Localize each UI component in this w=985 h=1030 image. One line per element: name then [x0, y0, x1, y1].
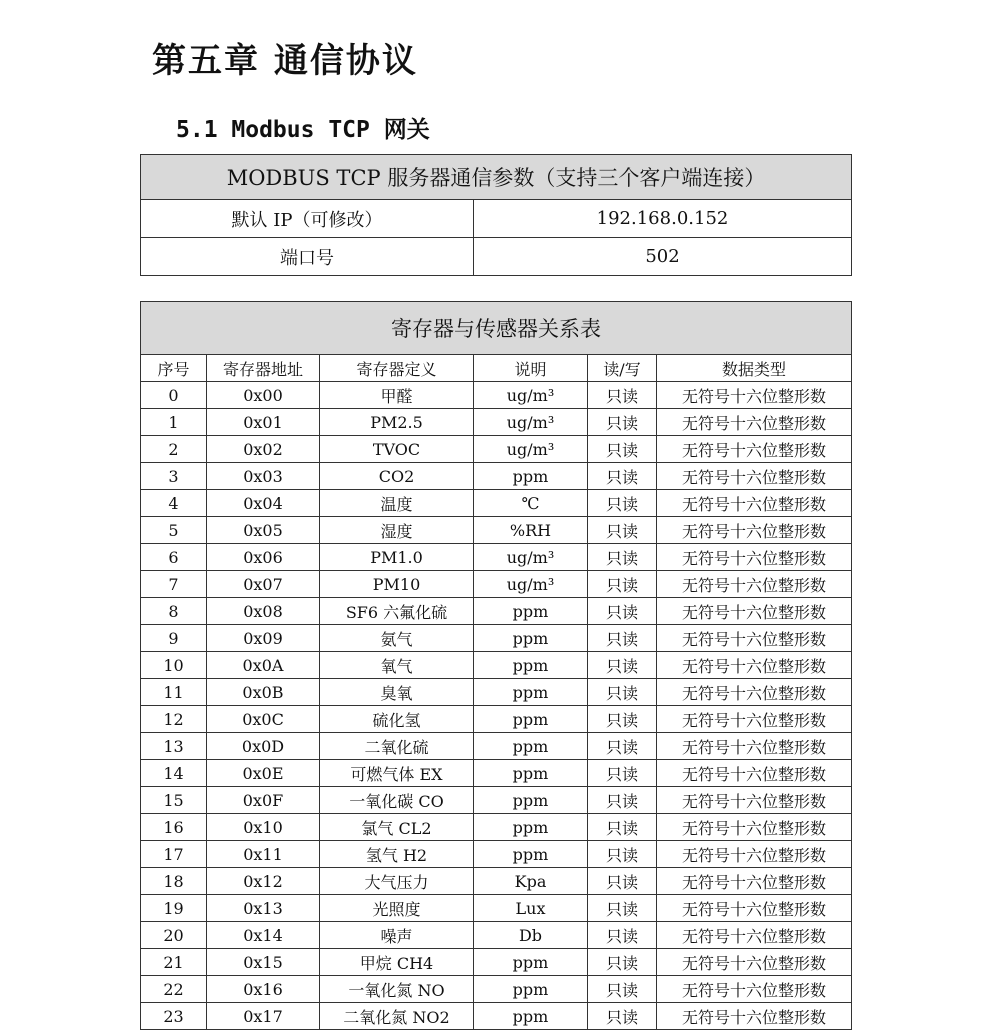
- table-row: [141, 949, 852, 976]
- cell-description: ppm: [474, 706, 588, 733]
- cell-definition: 一氧化氮 NO: [320, 976, 474, 1003]
- cell-definition: 氧气: [320, 652, 474, 679]
- register-sensor-table: [140, 301, 852, 1030]
- cell-rw: 只读: [588, 571, 657, 598]
- cell-address: 0x07: [207, 571, 320, 598]
- cell-rw: 只读: [588, 517, 657, 544]
- table-row: [141, 733, 852, 760]
- modbus-params-table: [140, 154, 852, 276]
- cell-description: ppm: [474, 625, 588, 652]
- column-header-description: 说明: [474, 355, 588, 382]
- section-title: 5.1 Modbus TCP 网关: [176, 117, 430, 144]
- cell-description: ug/m³: [474, 382, 588, 409]
- cell-rw: 只读: [588, 436, 657, 463]
- cell-definition: PM1.0: [320, 544, 474, 571]
- column-header-address: 寄存器地址: [207, 355, 320, 382]
- cell-seq: 16: [141, 814, 207, 841]
- cell-seq: 0: [141, 382, 207, 409]
- cell-datatype: 无符号十六位整形数: [657, 949, 852, 976]
- cell-address: 0x0B: [207, 679, 320, 706]
- cell-rw: 只读: [588, 706, 657, 733]
- cell-seq: 20: [141, 922, 207, 949]
- table-row: [141, 463, 852, 490]
- cell-seq: 11: [141, 679, 207, 706]
- param-label-port: 端口号: [141, 238, 474, 276]
- cell-seq: 4: [141, 490, 207, 517]
- cell-definition: TVOC: [320, 436, 474, 463]
- cell-rw: 只读: [588, 949, 657, 976]
- cell-rw: 只读: [588, 679, 657, 706]
- cell-datatype: 无符号十六位整形数: [657, 409, 852, 436]
- register-table-title: 寄存器与传感器关系表: [141, 302, 852, 355]
- cell-address: 0x02: [207, 436, 320, 463]
- cell-description: ppm: [474, 1003, 588, 1030]
- register-table-body: [141, 382, 852, 1030]
- cell-description: ℃: [474, 490, 588, 517]
- cell-description: ppm: [474, 949, 588, 976]
- cell-description: ppm: [474, 841, 588, 868]
- cell-rw: 只读: [588, 733, 657, 760]
- param-value-port: 502: [474, 238, 852, 276]
- cell-definition: PM10: [320, 571, 474, 598]
- table-row: [141, 598, 852, 625]
- cell-definition: 一氧化碳 CO: [320, 787, 474, 814]
- cell-datatype: 无符号十六位整形数: [657, 652, 852, 679]
- cell-address: 0x0F: [207, 787, 320, 814]
- cell-datatype: 无符号十六位整形数: [657, 895, 852, 922]
- cell-rw: 只读: [588, 1003, 657, 1030]
- cell-seq: 1: [141, 409, 207, 436]
- cell-seq: 2: [141, 436, 207, 463]
- cell-datatype: 无符号十六位整形数: [657, 976, 852, 1003]
- cell-seq: 19: [141, 895, 207, 922]
- cell-definition: 氨气: [320, 625, 474, 652]
- cell-definition: 二氧化氮 NO2: [320, 1003, 474, 1030]
- cell-rw: 只读: [588, 652, 657, 679]
- cell-datatype: 无符号十六位整形数: [657, 490, 852, 517]
- cell-datatype: 无符号十六位整形数: [657, 787, 852, 814]
- cell-address: 0x15: [207, 949, 320, 976]
- cell-seq: 10: [141, 652, 207, 679]
- table-row: [141, 814, 852, 841]
- table-row: [141, 382, 852, 409]
- cell-address: 0x08: [207, 598, 320, 625]
- column-header-row: [141, 355, 852, 382]
- cell-address: 0x11: [207, 841, 320, 868]
- cell-definition: 甲烷 CH4: [320, 949, 474, 976]
- param-value-ip: 192.168.0.152: [474, 200, 852, 238]
- cell-definition: CO2: [320, 463, 474, 490]
- cell-seq: 8: [141, 598, 207, 625]
- cell-seq: 17: [141, 841, 207, 868]
- cell-address: 0x0E: [207, 760, 320, 787]
- cell-description: ppm: [474, 733, 588, 760]
- cell-definition: SF6 六氟化硫: [320, 598, 474, 625]
- cell-description: ppm: [474, 787, 588, 814]
- table-row: [141, 787, 852, 814]
- cell-datatype: 无符号十六位整形数: [657, 544, 852, 571]
- cell-address: 0x00: [207, 382, 320, 409]
- param-label-ip: 默认 IP（可修改）: [141, 200, 474, 238]
- cell-address: 0x03: [207, 463, 320, 490]
- table-row: [141, 679, 852, 706]
- cell-seq: 22: [141, 976, 207, 1003]
- cell-definition: 氢气 H2: [320, 841, 474, 868]
- cell-datatype: 无符号十六位整形数: [657, 733, 852, 760]
- cell-seq: 21: [141, 949, 207, 976]
- cell-datatype: 无符号十六位整形数: [657, 868, 852, 895]
- cell-address: 0x12: [207, 868, 320, 895]
- cell-address: 0x0C: [207, 706, 320, 733]
- cell-seq: 5: [141, 517, 207, 544]
- cell-seq: 13: [141, 733, 207, 760]
- table-row: [141, 490, 852, 517]
- cell-rw: 只读: [588, 976, 657, 1003]
- cell-datatype: 无符号十六位整形数: [657, 679, 852, 706]
- cell-description: ppm: [474, 760, 588, 787]
- cell-definition: 温度: [320, 490, 474, 517]
- table-row: [141, 625, 852, 652]
- table-row: [141, 760, 852, 787]
- cell-description: %RH: [474, 517, 588, 544]
- cell-description: ppm: [474, 679, 588, 706]
- cell-datatype: 无符号十六位整形数: [657, 463, 852, 490]
- cell-definition: 可燃气体 EX: [320, 760, 474, 787]
- table-row: [141, 922, 852, 949]
- cell-rw: 只读: [588, 895, 657, 922]
- cell-seq: 6: [141, 544, 207, 571]
- cell-seq: 23: [141, 1003, 207, 1030]
- cell-rw: 只读: [588, 544, 657, 571]
- cell-description: ppm: [474, 652, 588, 679]
- cell-description: ppm: [474, 976, 588, 1003]
- cell-datatype: 无符号十六位整形数: [657, 517, 852, 544]
- cell-address: 0x0A: [207, 652, 320, 679]
- cell-datatype: 无符号十六位整形数: [657, 1003, 852, 1030]
- cell-rw: 只读: [588, 463, 657, 490]
- cell-rw: 只读: [588, 760, 657, 787]
- cell-definition: 大气压力: [320, 868, 474, 895]
- cell-rw: 只读: [588, 814, 657, 841]
- cell-definition: 甲醛: [320, 382, 474, 409]
- cell-definition: 硫化氢: [320, 706, 474, 733]
- cell-seq: 9: [141, 625, 207, 652]
- cell-address: 0x0D: [207, 733, 320, 760]
- table-row: [141, 868, 852, 895]
- cell-description: ug/m³: [474, 409, 588, 436]
- cell-description: ug/m³: [474, 571, 588, 598]
- cell-address: 0x09: [207, 625, 320, 652]
- table-row: [141, 409, 852, 436]
- cell-datatype: 无符号十六位整形数: [657, 760, 852, 787]
- cell-description: ppm: [474, 814, 588, 841]
- cell-seq: 15: [141, 787, 207, 814]
- column-header-seq: 序号: [141, 355, 207, 382]
- cell-seq: 7: [141, 571, 207, 598]
- cell-datatype: 无符号十六位整形数: [657, 382, 852, 409]
- cell-datatype: 无符号十六位整形数: [657, 436, 852, 463]
- cell-datatype: 无符号十六位整形数: [657, 571, 852, 598]
- cell-seq: 18: [141, 868, 207, 895]
- cell-datatype: 无符号十六位整形数: [657, 706, 852, 733]
- cell-definition: 臭氧: [320, 679, 474, 706]
- table-row: [141, 544, 852, 571]
- cell-address: 0x16: [207, 976, 320, 1003]
- cell-datatype: 无符号十六位整形数: [657, 922, 852, 949]
- cell-address: 0x14: [207, 922, 320, 949]
- cell-definition: 氯气 CL2: [320, 814, 474, 841]
- cell-address: 0x06: [207, 544, 320, 571]
- cell-datatype: 无符号十六位整形数: [657, 625, 852, 652]
- cell-seq: 14: [141, 760, 207, 787]
- cell-address: 0x05: [207, 517, 320, 544]
- cell-definition: 光照度: [320, 895, 474, 922]
- cell-address: 0x13: [207, 895, 320, 922]
- table-row: [141, 841, 852, 868]
- table-row: [141, 436, 852, 463]
- cell-datatype: 无符号十六位整形数: [657, 814, 852, 841]
- cell-description: Lux: [474, 895, 588, 922]
- cell-description: Db: [474, 922, 588, 949]
- cell-rw: 只读: [588, 598, 657, 625]
- cell-description: ug/m³: [474, 436, 588, 463]
- cell-rw: 只读: [588, 382, 657, 409]
- table-row: [141, 895, 852, 922]
- cell-rw: 只读: [588, 841, 657, 868]
- column-header-rw: 读/写: [588, 355, 657, 382]
- cell-address: 0x01: [207, 409, 320, 436]
- cell-address: 0x17: [207, 1003, 320, 1030]
- cell-definition: PM2.5: [320, 409, 474, 436]
- params-table-header: MODBUS TCP 服务器通信参数（支持三个客户端连接）: [141, 155, 852, 200]
- cell-rw: 只读: [588, 922, 657, 949]
- cell-seq: 12: [141, 706, 207, 733]
- cell-description: ug/m³: [474, 544, 588, 571]
- cell-description: Kpa: [474, 868, 588, 895]
- cell-rw: 只读: [588, 409, 657, 436]
- cell-rw: 只读: [588, 625, 657, 652]
- cell-definition: 二氧化硫: [320, 733, 474, 760]
- cell-definition: 噪声: [320, 922, 474, 949]
- table-row: [141, 652, 852, 679]
- table-row: [141, 517, 852, 544]
- cell-seq: 3: [141, 463, 207, 490]
- table-row: [141, 976, 852, 1003]
- cell-rw: 只读: [588, 787, 657, 814]
- table-row: [141, 706, 852, 733]
- cell-address: 0x04: [207, 490, 320, 517]
- column-header-definition: 寄存器定义: [320, 355, 474, 382]
- cell-rw: 只读: [588, 490, 657, 517]
- cell-address: 0x10: [207, 814, 320, 841]
- table-row: [141, 1003, 852, 1030]
- chapter-title: 第五章 通信协议: [152, 40, 418, 81]
- cell-description: ppm: [474, 598, 588, 625]
- cell-datatype: 无符号十六位整形数: [657, 598, 852, 625]
- cell-definition: 湿度: [320, 517, 474, 544]
- table-row: [141, 571, 852, 598]
- column-header-datatype: 数据类型: [657, 355, 852, 382]
- cell-description: ppm: [474, 463, 588, 490]
- cell-rw: 只读: [588, 868, 657, 895]
- cell-datatype: 无符号十六位整形数: [657, 841, 852, 868]
